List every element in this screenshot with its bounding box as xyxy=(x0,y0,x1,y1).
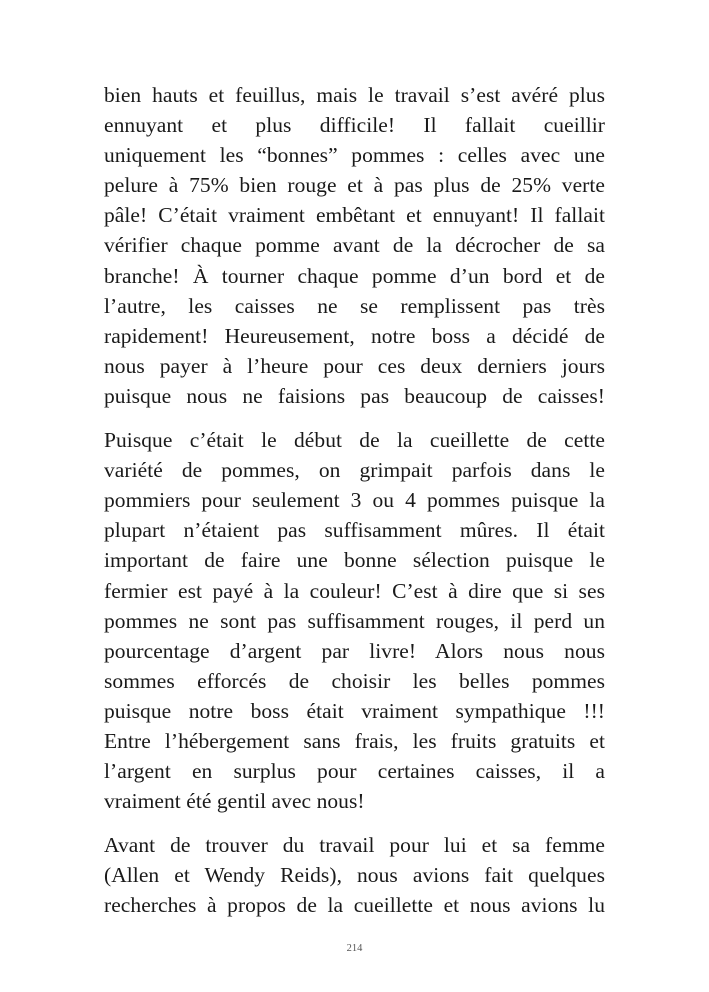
text-line: l’autre, les caisses ne se remplissent pas très xyxy=(104,293,605,318)
text-line: bien hauts et feuillus, mais le travail s’est avéré plus xyxy=(104,83,605,107)
text-line: plupart n’étaient pas suffisamment mûres. Il était xyxy=(104,518,605,543)
text-line: pommiers pour seulement 3 ou 4 pommes puisque la xyxy=(104,488,605,513)
text-line: (Allen et Wendy Reids), nous avions fait quelques xyxy=(104,863,605,888)
text-line: pourcentage d’argent par livre! Alors nous nous xyxy=(104,638,605,663)
text-line: rapidement! Heureusement, notre boss a décidé de xyxy=(104,323,605,348)
text-line: ennuyant et plus difficile! Il fallait cueillir xyxy=(104,113,605,138)
paragraph-1 xyxy=(104,80,605,411)
paragraph-3 xyxy=(104,830,605,920)
text-line: pâle! C’était vraiment embêtant et ennuyant! Il fallait xyxy=(104,203,605,228)
text-line: Puisque c’était le début de la cueillette de cette xyxy=(104,428,605,453)
text-line: Entre l’hébergement sans frais, les fruits gratuits et xyxy=(104,728,605,753)
text-line: vérifier chaque pomme avant de la décrocher de sa xyxy=(104,233,605,258)
page-number: 214 xyxy=(346,943,363,954)
text-line: puisque notre boss était vraiment sympathique !!! xyxy=(104,698,605,723)
text-line: l’argent en surplus pour certaines caisses, il a xyxy=(104,759,605,784)
text-line: branche! À tourner chaque pomme d’un bord et de xyxy=(104,263,605,288)
text-line: recherches à propos de la cueillette et nous avions lu xyxy=(104,893,605,918)
paragraph-2 xyxy=(104,425,605,816)
text-line: Avant de trouver du travail pour lui et sa femme xyxy=(104,833,605,858)
text-line: uniquement les “bonnes” pommes : celles avec une xyxy=(104,143,605,168)
text-line: fermier est payé à la couleur! C’est à dire que si ses xyxy=(104,578,605,603)
text-line: variété de pommes, on grimpait parfois dans le xyxy=(104,458,605,483)
text-line: pelure à 75% bien rouge et à pas plus de 25% verte xyxy=(104,173,605,198)
text-line: puisque nous ne faisions pas beaucoup de caisses! xyxy=(104,383,605,408)
text-line: nous payer à l’heure pour ces deux derniers jours xyxy=(104,353,605,378)
text-line: sommes efforcés de choisir les belles pommes xyxy=(104,668,605,693)
text-line: pommes ne sont pas suffisamment rouges, il perd un xyxy=(104,608,605,633)
text-line: vraiment été gentil avec nous! xyxy=(104,789,365,814)
text-line: important de faire une bonne sélection puisque le xyxy=(104,548,605,573)
body-text xyxy=(104,80,605,935)
